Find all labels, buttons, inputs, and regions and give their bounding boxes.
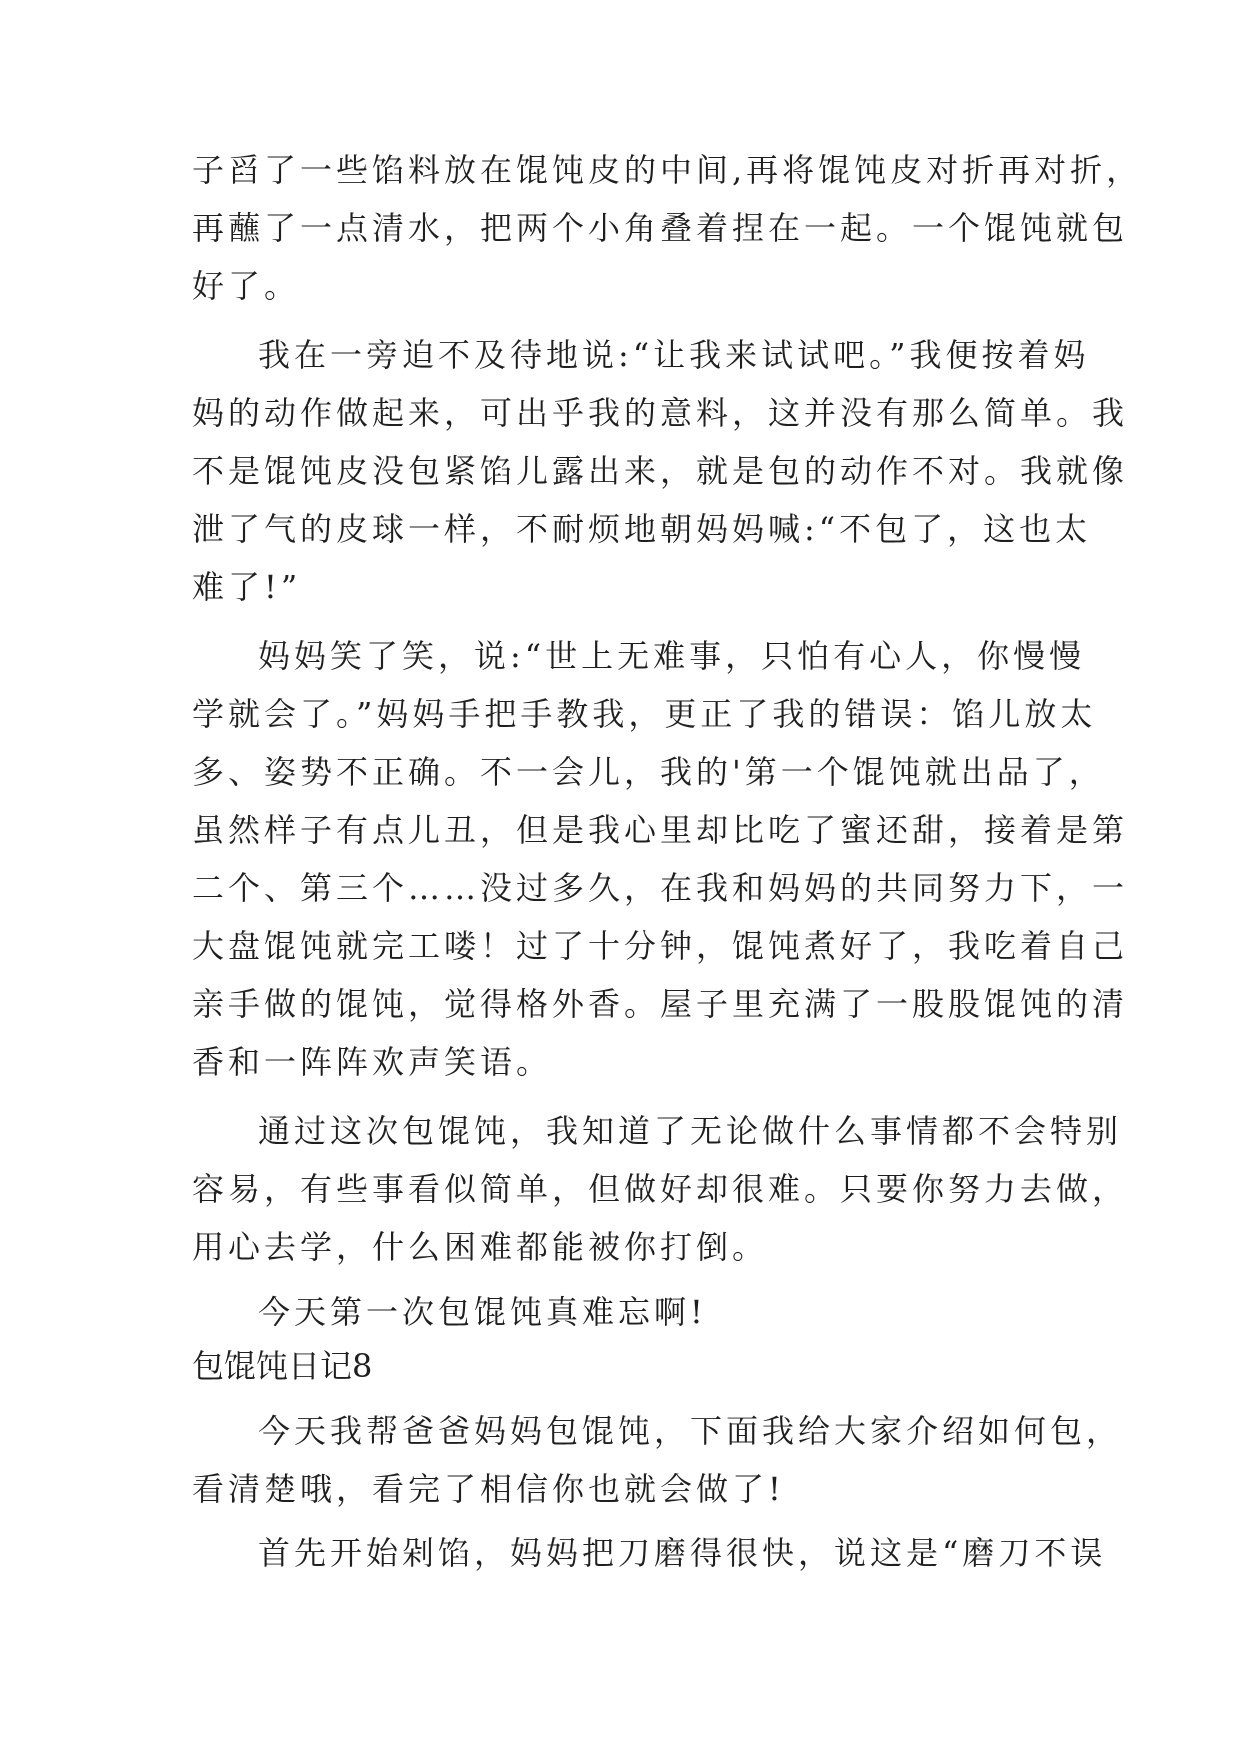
paragraph-start-line: 首先开始剁馅，妈妈把刀磨得很快，说这是“磨刀不误 — [258, 1534, 1107, 1572]
paragraph-start-line: 今天第一次包馄饨真难忘啊! — [258, 1293, 707, 1331]
paragraph-start-line: 我在一旁迫不及待地说:“让我来试试吧。”我便按着妈 — [258, 336, 1090, 374]
text-line: 不是馄饨皮没包紧馅儿露出来，就是包的动作不对。我就像 — [192, 452, 1129, 490]
text-line: 学就会了。”妈妈手把手教我，更正了我的错误：馅儿放太 — [192, 695, 1097, 733]
text-line: 好了。 — [192, 267, 301, 305]
text-line: 香和一阵阵欢声笑语。 — [192, 1043, 553, 1081]
text-line: 再蘸了一点清水，把两个小角叠着捏在一起。一个馄饨就包 — [192, 209, 1129, 247]
text-line: 泄了气的皮球一样，不耐烦地朝妈妈喊:“不包了，这也太 — [192, 510, 1092, 548]
text-line: 虽然样子有点儿丑，但是我心里却比吃了蜜还甜，接着是第 — [192, 811, 1129, 849]
text-line: 二个、第三个……没过多久，在我和妈妈的共同努力下，一 — [192, 869, 1129, 907]
paragraph-start-line: 通过这次包馄饨，我知道了无论做什么事情都不会特别 — [258, 1112, 1123, 1150]
text-line: 亲手做的馄饨，觉得格外香。屋子里充满了一股股馄饨的清 — [192, 985, 1129, 1023]
section-heading: 包馄饨日记8 — [192, 1347, 373, 1385]
paragraph-start-line: 今天我帮爸爸妈妈包馄饨，下面我给大家介绍如何包， — [258, 1412, 1123, 1450]
paragraph-start-line: 妈妈笑了笑，说:“世上无难事，只怕有心人，你慢慢 — [258, 637, 1086, 675]
text-line: 看清楚哦，看完了相信你也就会做了! — [192, 1470, 785, 1508]
text-line: 容易，有些事看似简单，但做好却很难。只要你努力去做， — [192, 1170, 1129, 1208]
text-line: 妈的动作做起来，可出乎我的意料，这并没有那么简单。我 — [192, 394, 1129, 432]
text-line: 多、姿势不正确。不一会儿，我的'第一个馄饨就出品了， — [192, 753, 1105, 791]
text-line: 用心去学，什么困难都能被你打倒。 — [192, 1228, 769, 1266]
text-line: 子舀了一些馅料放在馄饨皮的中间,再将馄饨皮对折再对折， — [192, 151, 1143, 189]
text-line: 难了!” — [192, 568, 302, 606]
text-line: 大盘馄饨就完工喽！过了十分钟，馄饨煮好了，我吃着自己 — [192, 927, 1129, 965]
